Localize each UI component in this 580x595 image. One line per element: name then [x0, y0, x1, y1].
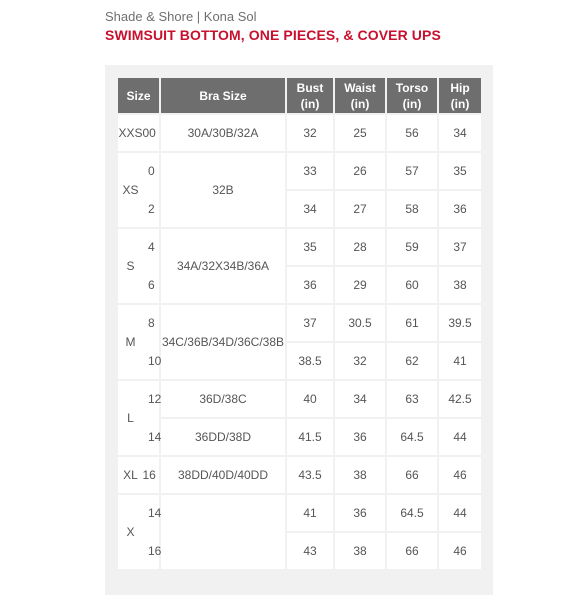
- waist-cell: 25: [335, 115, 385, 151]
- table-row: [118, 495, 481, 531]
- sub-size-number: 14: [148, 430, 162, 444]
- hip-cell: 36: [439, 191, 481, 227]
- bra-size-cell: 32B: [161, 153, 285, 227]
- header-bra-size: Bra Size: [161, 78, 285, 113]
- bust-cell: 34: [287, 191, 333, 227]
- waist-cell: 32: [335, 343, 385, 379]
- bust-cell: 35: [287, 229, 333, 265]
- size-cell: S: [118, 229, 159, 303]
- size-cell: XS: [118, 153, 159, 227]
- table-row: [118, 153, 481, 189]
- hip-cell: 46: [439, 457, 481, 493]
- sub-size-number: 8: [148, 316, 155, 330]
- bra-size-cell: [161, 495, 285, 569]
- size-cell: M: [118, 305, 159, 379]
- torso-cell: 56: [387, 115, 437, 151]
- torso-cell: 59: [387, 229, 437, 265]
- bust-cell: 32: [287, 115, 333, 151]
- brand-line: Shade & Shore | Kona Sol: [105, 9, 257, 24]
- hip-cell: 37: [439, 229, 481, 265]
- waist-cell: 36: [335, 419, 385, 455]
- chart-headline: SWIMSUIT BOTTOM, ONE PIECES, & COVER UPS: [105, 27, 441, 43]
- waist-cell: 27: [335, 191, 385, 227]
- hip-cell: 42.5: [439, 381, 481, 417]
- sub-size-number: 10: [148, 354, 162, 368]
- waist-cell: 30.5: [335, 305, 385, 341]
- torso-cell: 57: [387, 153, 437, 189]
- hip-cell: 38: [439, 267, 481, 303]
- waist-cell: 38: [335, 457, 385, 493]
- sub-size-number: 16: [148, 544, 162, 558]
- torso-cell: 64.5: [387, 419, 437, 455]
- bust-cell: 37: [287, 305, 333, 341]
- size-cell: X: [118, 495, 159, 569]
- waist-cell: 36: [335, 495, 385, 531]
- sub-size-number: 12: [148, 392, 162, 406]
- hip-cell: 39.5: [439, 305, 481, 341]
- torso-cell: 63: [387, 381, 437, 417]
- bra-size-cell: 36D/38C: [161, 381, 285, 417]
- torso-cell: 61: [387, 305, 437, 341]
- bust-cell: 43: [287, 533, 333, 569]
- size-chart-table: [116, 76, 483, 571]
- bust-cell: 40: [287, 381, 333, 417]
- table-row: [118, 381, 481, 417]
- waist-cell: 28: [335, 229, 385, 265]
- bust-cell: 43.5: [287, 457, 333, 493]
- waist-cell: 29: [335, 267, 385, 303]
- hip-cell: 44: [439, 419, 481, 455]
- bust-cell: 41: [287, 495, 333, 531]
- table-row: [118, 115, 481, 151]
- header-torso: Torso (in): [387, 78, 437, 113]
- bust-cell: 38.5: [287, 343, 333, 379]
- hip-cell: 35: [439, 153, 481, 189]
- bra-size-cell: 38DD/40D/40DD: [161, 457, 285, 493]
- sub-size-number: 2: [148, 202, 155, 216]
- torso-cell: 60: [387, 267, 437, 303]
- bust-cell: 33: [287, 153, 333, 189]
- torso-cell: 62: [387, 343, 437, 379]
- bust-cell: 36: [287, 267, 333, 303]
- header-bust: Bust (in): [287, 78, 333, 113]
- bra-size-cell: 36DD/38D: [161, 419, 285, 455]
- hip-cell: 41: [439, 343, 481, 379]
- waist-cell: 34: [335, 381, 385, 417]
- header-row: [118, 78, 481, 113]
- header-size: Size: [118, 78, 159, 113]
- sub-size-number: 6: [148, 278, 155, 292]
- torso-cell: 66: [387, 533, 437, 569]
- table-row: [118, 229, 481, 265]
- bra-size-cell: 30A/30B/32A: [161, 115, 285, 151]
- table-row: [118, 419, 481, 455]
- bra-size-cell: 34A/32X34B/36A: [161, 229, 285, 303]
- size-cell: XL 16: [118, 457, 159, 493]
- size-cell: L: [118, 381, 159, 455]
- header-waist: Waist (in): [335, 78, 385, 113]
- header-hip: Hip (in): [439, 78, 481, 113]
- torso-cell: 66: [387, 457, 437, 493]
- table-row: [118, 305, 481, 341]
- torso-cell: 58: [387, 191, 437, 227]
- hip-cell: 44: [439, 495, 481, 531]
- sub-size-number: 4: [148, 240, 155, 254]
- size-cell: XXS 00: [118, 115, 159, 151]
- sub-size-number: 14: [148, 506, 162, 520]
- hip-cell: 46: [439, 533, 481, 569]
- bust-cell: 41.5: [287, 419, 333, 455]
- waist-cell: 26: [335, 153, 385, 189]
- waist-cell: 38: [335, 533, 385, 569]
- torso-cell: 64.5: [387, 495, 437, 531]
- table-row: [118, 457, 481, 493]
- hip-cell: 34: [439, 115, 481, 151]
- bra-size-cell: 34C/36B/34D/36C/38B: [161, 305, 285, 379]
- sub-size-number: 0: [148, 164, 155, 178]
